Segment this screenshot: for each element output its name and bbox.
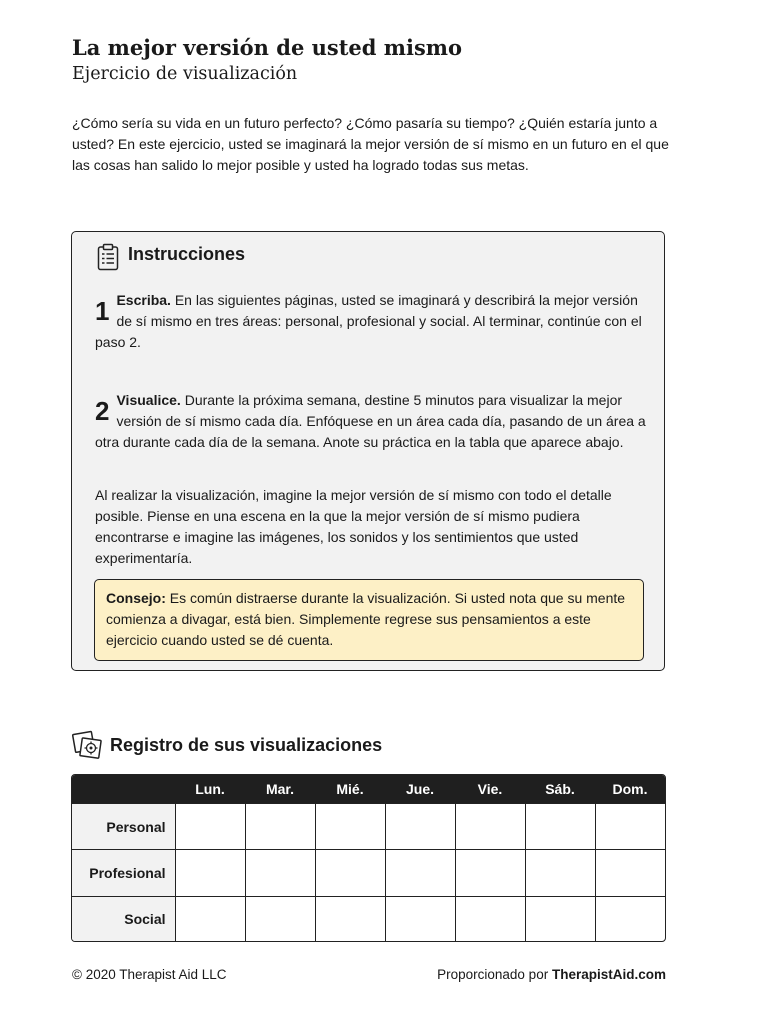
step-number: 1 (95, 296, 110, 326)
log-cell[interactable] (175, 896, 245, 941)
step-lead: Visualice. (116, 392, 181, 408)
log-cell[interactable] (595, 804, 665, 850)
instructions-heading: Instrucciones (128, 244, 246, 264)
visualization-log-table (71, 774, 666, 942)
day-header: Sáb. (525, 775, 595, 804)
row-label: Personal (72, 804, 175, 850)
log-cell[interactable] (455, 850, 525, 896)
brand-link[interactable]: TherapistAid.com (551, 967, 666, 982)
day-header: Dom. (595, 775, 665, 804)
log-cell[interactable] (525, 896, 595, 941)
page-title: La mejor versión de usted mismo (72, 35, 463, 60)
row-label: Social (72, 896, 175, 941)
day-header: Mié. (315, 775, 385, 804)
table-header-corner (72, 775, 175, 804)
visualization-paragraph: Al realizar la visualización, imagine la mejor versión de sí mismo con todo el detalle posible. Piense en una escena en la que la mejor versión de sí mismo pudiera encontrarse e imagine las imágenes, los sonidos y los sentimientos que usted experimentaría. (95, 487, 612, 566)
step-2 (95, 390, 647, 453)
step-text: En las siguientes páginas, usted se imaginará y describirá la mejor versión de sí mismo en tres áreas: personal, profesional y social. Al terminar, continúe con el paso 2. (95, 292, 642, 350)
day-header: Lun. (175, 775, 245, 804)
clipboard-icon (97, 243, 119, 276)
log-cell[interactable] (455, 804, 525, 850)
tip-text: Es común distraerse durante la visualización. Si usted nota que su mente comienza a divagar, está bien. Simplemente regrese sus pensamientos a este ejercicio cuando usted se dé cuenta. (106, 590, 626, 648)
log-cell[interactable] (525, 804, 595, 850)
step-text: Durante la próxima semana, destine 5 minutos para visualizar la mejor versión de sí mismo cada día. Enfóquese en un área cada día, pasando de un área a otra durante cada día de la semana. Anote su práctica en la tabla que aparece abajo. (95, 392, 646, 450)
log-cell[interactable] (595, 896, 665, 941)
log-cell[interactable] (315, 850, 385, 896)
step-1 (95, 290, 647, 353)
log-cell[interactable] (245, 896, 315, 941)
log-cell[interactable] (245, 850, 315, 896)
day-header: Vie. (455, 775, 525, 804)
log-heading: Registro de sus visualizaciones (110, 735, 383, 755)
page-subtitle: Ejercicio de visualización (72, 64, 298, 84)
step-number: 2 (95, 396, 110, 426)
step-lead: Escriba. (116, 292, 171, 308)
log-cell[interactable] (315, 896, 385, 941)
table-row (72, 850, 665, 896)
log-cell[interactable] (525, 850, 595, 896)
log-cell[interactable] (315, 804, 385, 850)
log-cell[interactable] (455, 896, 525, 941)
log-cell[interactable] (595, 850, 665, 896)
tip-box (94, 579, 644, 661)
photos-icon (72, 730, 102, 765)
instructions-box (71, 231, 665, 671)
row-label: Profesional (72, 850, 175, 896)
log-cell[interactable] (245, 804, 315, 850)
log-cell[interactable] (385, 850, 455, 896)
log-cell[interactable] (385, 896, 455, 941)
log-cell[interactable] (385, 804, 455, 850)
tip-lead: Consejo: (106, 590, 166, 606)
intro-paragraph: ¿Cómo sería su vida en un futuro perfecto? ¿Cómo pasaría su tiempo? ¿Quién estaría junto a usted? En este ejercicio, usted se imaginará la mejor versión de sí mismo en un futuro en el que las cosas han salido lo mejor posible y usted ha logrado todas sus metas. (72, 115, 669, 173)
day-header: Mar. (245, 775, 315, 804)
log-cell[interactable] (175, 850, 245, 896)
provided-by-label: Proporcionado por (437, 967, 549, 982)
table-header-row (72, 775, 665, 804)
copyright-text: © 2020 Therapist Aid LLC (72, 967, 227, 982)
table-row (72, 804, 665, 850)
day-header: Jue. (385, 775, 455, 804)
provided-by (437, 967, 666, 982)
table-row (72, 896, 665, 941)
log-cell[interactable] (175, 804, 245, 850)
